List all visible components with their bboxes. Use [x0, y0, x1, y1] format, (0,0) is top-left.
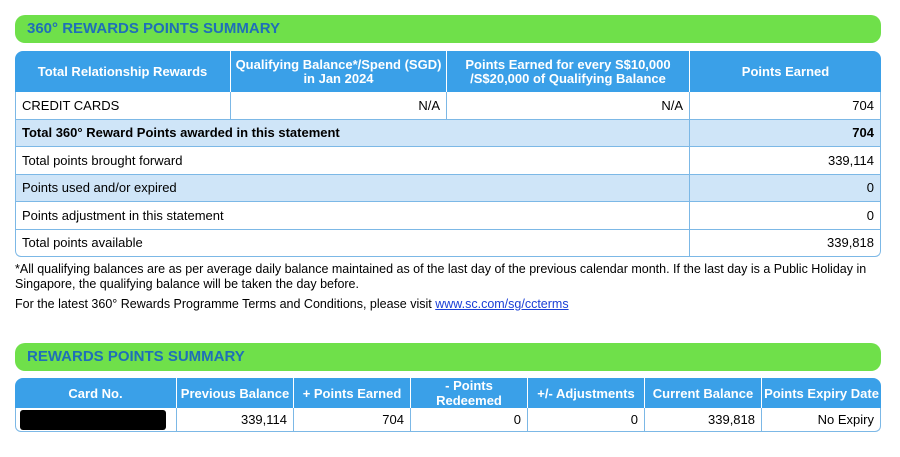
redacted-card-number	[20, 410, 166, 430]
expiry-date-value: No Expiry	[762, 408, 881, 432]
column-header: Card No.	[15, 378, 177, 408]
points-rate-value: N/A	[447, 92, 690, 120]
previous-balance-value: 339,114	[177, 408, 294, 432]
row-label: Total points available	[15, 230, 690, 258]
table-row	[15, 408, 881, 432]
column-header: +/- Adjustments	[528, 378, 645, 408]
row-label: Total 360° Reward Points awarded in this statement	[15, 120, 690, 148]
rewards-360-summary-table	[15, 51, 881, 257]
points-redeemed-value: 0	[411, 408, 528, 432]
row-label: Total points brought forward	[15, 147, 690, 175]
adjustments-value: 0	[528, 408, 645, 432]
table-header-row	[15, 378, 881, 408]
terms-link[interactable]: www.sc.com/sg/ccterms	[435, 297, 569, 311]
brought-forward-value: 339,114	[690, 147, 881, 175]
used-expired-value: 0	[690, 175, 881, 203]
terms-note	[15, 297, 885, 312]
table-row-adjustment	[15, 202, 881, 230]
table-header-row	[15, 51, 881, 92]
qualifying-footnote: *All qualifying balances are as per average daily balance maintained as of the last day of the previous calendar month. If the last day is a Public Holiday in Singapore, the qualifying balance will be taken the day before.	[15, 262, 867, 291]
table-row-total-awarded	[15, 120, 881, 148]
column-header: Current Balance	[645, 378, 762, 408]
column-header: Points Earned for every S$10,000 /S$20,000 of Qualifying Balance	[447, 51, 690, 92]
row-label: Points used and/or expired	[15, 175, 690, 203]
rewards-360-section-title: 360° REWARDS POINTS SUMMARY	[15, 15, 881, 43]
points-earned-value: 704	[690, 92, 881, 120]
available-value: 339,818	[690, 230, 881, 258]
adjustment-value: 0	[690, 202, 881, 230]
card-number-cell	[15, 408, 177, 432]
terms-prefix: For the latest 360° Rewards Programme Terms and Conditions, please visit	[15, 297, 436, 311]
qualifying-balance-value: N/A	[231, 92, 447, 120]
column-header: Points Earned	[690, 51, 881, 92]
current-balance-value: 339,818	[645, 408, 762, 432]
column-header: Qualifying Balance*/Spend (SGD) in Jan 2024	[231, 51, 447, 92]
column-header: Points Expiry Date	[762, 378, 881, 408]
row-label: CREDIT CARDS	[15, 92, 231, 120]
table-row-available	[15, 230, 881, 258]
row-label: Points adjustment in this statement	[15, 202, 690, 230]
rewards-summary-section-title: REWARDS POINTS SUMMARY	[15, 343, 881, 371]
column-header: Total Relationship Rewards	[15, 51, 231, 92]
table-row-used-expired	[15, 175, 881, 203]
total-awarded-value: 704	[690, 120, 881, 148]
column-header: Previous Balance	[177, 378, 294, 408]
table-row-brought-forward	[15, 147, 881, 175]
column-header: - Points Redeemed	[411, 378, 528, 408]
points-earned-value: 704	[294, 408, 411, 432]
rewards-points-summary-table	[15, 378, 881, 432]
column-header: + Points Earned	[294, 378, 411, 408]
table-row-credit-cards	[15, 92, 881, 120]
